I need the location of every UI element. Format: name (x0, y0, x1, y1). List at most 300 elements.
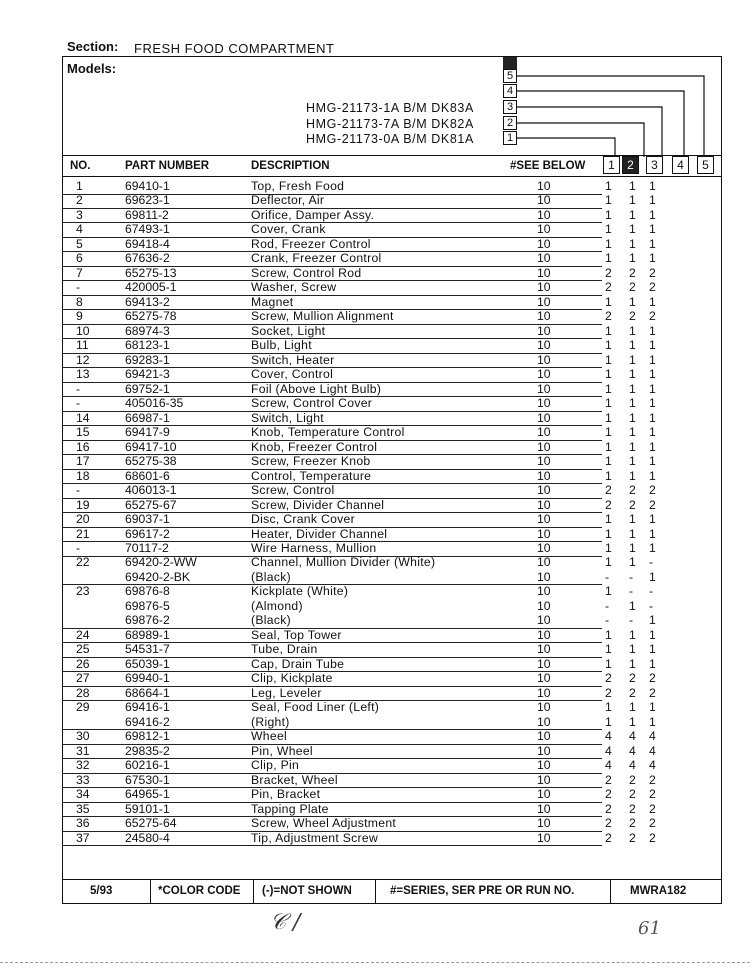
see-below: 10 (537, 541, 551, 555)
quantity-model-2: - (629, 584, 634, 599)
table-row (62, 440, 722, 455)
table-row (62, 396, 722, 411)
quantity-model-2: 1 (629, 526, 636, 541)
quantity-model-3: 2 (649, 772, 656, 787)
column-header-part-number: PART NUMBER (125, 160, 210, 172)
row-number: 7 (76, 265, 83, 280)
part-number: 65039-1 (125, 656, 170, 671)
quantity-model-1: 1 (605, 425, 612, 440)
row-number: 32 (76, 758, 90, 773)
see-below: 10 (537, 483, 551, 498)
see-below: 10 (537, 729, 551, 744)
row-number: 30 (76, 729, 90, 744)
see-below: 10 (537, 627, 551, 642)
table-row (62, 816, 722, 831)
part-number: 65275-13 (125, 265, 177, 280)
quantity-model-3: 1 (649, 396, 656, 411)
row-number: 24 (76, 627, 90, 642)
part-number: 54531-7 (125, 642, 170, 657)
quantity-model-2: 1 (629, 598, 636, 613)
quantity-model-1: 1 (605, 584, 612, 599)
row-number: 14 (76, 410, 90, 425)
table-row (62, 758, 722, 773)
see-below: 10 (537, 454, 551, 469)
quantity-model-3: - (649, 598, 654, 613)
row-number: 1 (76, 179, 83, 193)
model-box-5: 5 (503, 69, 517, 83)
table-row (62, 787, 722, 802)
quantity-model-3: 2 (649, 483, 656, 498)
table-row (62, 671, 722, 686)
scan-edge-line (0, 962, 750, 963)
quantity-model-1: 1 (605, 656, 612, 671)
quantity-model-3: 1 (649, 207, 656, 222)
footer-series-note: #=SERIES, SER PRE OR RUN NO. (390, 885, 575, 897)
handwritten-signature: 𝒞 ∕ (270, 910, 301, 935)
quantity-model-2: 2 (629, 309, 636, 324)
table-row (62, 193, 722, 208)
models-label: Models: (67, 61, 117, 76)
table-row (62, 613, 722, 628)
quantity-model-1: 1 (605, 642, 612, 657)
quantity-model-2: 2 (629, 685, 636, 700)
quantity-model-2: 1 (629, 555, 636, 570)
part-number: 69421-3 (125, 367, 170, 382)
row-number: 31 (76, 743, 90, 758)
part-number: 69420-2-WW (125, 555, 197, 570)
quantity-model-1: 1 (605, 512, 612, 527)
column-header-no: NO. (70, 160, 91, 172)
model-box-4: 4 (503, 84, 517, 98)
part-number: 420005-1 (125, 280, 177, 295)
row-number: 36 (76, 816, 90, 831)
quantity-model-2: 1 (629, 627, 636, 642)
row-number: 2 (76, 193, 83, 208)
quantity-model-1: 4 (605, 743, 612, 758)
quantity-model-1: 1 (605, 381, 612, 396)
column-header-description: DESCRIPTION (251, 160, 330, 172)
row-number: 19 (76, 497, 90, 512)
footer-divider (375, 880, 376, 903)
quantity-model-3: 4 (649, 743, 656, 758)
quantity-model-1: 2 (605, 309, 612, 324)
description: Seal, Food Liner (Left) (251, 700, 380, 715)
description: (Almond) (251, 598, 303, 613)
part-number: 69623-1 (125, 193, 170, 208)
quantity-model-2: 1 (629, 468, 636, 483)
see-below: 10 (537, 685, 551, 700)
quantity-model-2: 1 (629, 700, 636, 715)
quantity-model-2: 1 (629, 425, 636, 440)
see-below: 10 (537, 280, 551, 295)
part-number: 24580-4 (125, 830, 170, 845)
quantity-model-1: - (605, 613, 610, 628)
quantity-model-3: 1 (649, 193, 656, 208)
table-row (62, 773, 722, 788)
section-title: FRESH FOOD COMPARTMENT (134, 41, 335, 56)
quantity-model-1: 1 (605, 410, 612, 425)
row-number: - (76, 381, 81, 396)
part-number: 66987-1 (125, 410, 170, 425)
part-number: 69417-9 (125, 425, 170, 440)
quantity-model-2: 2 (629, 801, 636, 816)
row-number: 5 (76, 236, 83, 251)
quantity-model-3: 1 (649, 642, 656, 657)
quantity-model-3: 1 (649, 439, 656, 454)
quantity-model-1: 2 (605, 801, 612, 816)
quantity-model-1: 1 (605, 627, 612, 642)
part-number: 69413-2 (125, 294, 170, 309)
description: Top, Fresh Food (251, 179, 345, 193)
description: Bracket, Wheel (251, 772, 338, 787)
part-number: 69617-2 (125, 526, 170, 541)
description: Seal, Top Tower (251, 627, 342, 642)
quantity-model-2: 1 (629, 222, 636, 237)
quantity-model-3: 2 (649, 309, 656, 324)
table-row (62, 541, 722, 556)
quantity-model-1: 1 (605, 352, 612, 367)
table-row (62, 309, 722, 324)
quantity-model-1: 1 (605, 294, 612, 309)
quantity-model-2: 2 (629, 483, 636, 498)
part-number: 65275-78 (125, 309, 177, 324)
part-number: 60216-1 (125, 758, 170, 773)
see-below: 10 (537, 439, 551, 454)
description: Cap, Drain Tube (251, 656, 345, 671)
table-row (62, 584, 722, 599)
table-row (62, 527, 722, 542)
table-row (62, 555, 722, 570)
section-label: Section: (67, 39, 119, 54)
quantity-model-3: 1 (649, 323, 656, 338)
quantity-model-2: 1 (629, 439, 636, 454)
row-number: 4 (76, 222, 83, 237)
table-row (62, 266, 722, 281)
quantity-model-1: 1 (605, 714, 612, 729)
footer-bar (62, 879, 722, 904)
model-box-2: 2 (503, 116, 517, 130)
description: Pin, Bracket (251, 787, 321, 802)
quantity-model-2: - (629, 613, 634, 628)
quantity-model-3: 1 (649, 352, 656, 367)
row-number: 13 (76, 367, 90, 382)
quantity-model-3: 2 (649, 816, 656, 831)
see-below: 10 (537, 294, 551, 309)
footer-divider (253, 880, 254, 903)
quantity-model-1: 2 (605, 483, 612, 498)
description: Crank, Freezer Control (251, 251, 382, 266)
quantity-model-1: 1 (605, 179, 612, 193)
part-number: 59101-1 (125, 801, 170, 816)
see-below: 10 (537, 772, 551, 787)
quantity-model-2: 2 (629, 497, 636, 512)
part-number: 69417-10 (125, 439, 177, 454)
quantity-model-2: 1 (629, 410, 636, 425)
description: Wire Harness, Mullion (251, 541, 377, 555)
part-number: 68664-1 (125, 685, 170, 700)
quantity-model-1: 2 (605, 787, 612, 802)
quantity-model-3: 2 (649, 787, 656, 802)
row-number: 3 (76, 207, 83, 222)
quantity-model-2: 4 (629, 758, 636, 773)
row-number: - (76, 483, 81, 498)
quantity-model-3: 1 (649, 468, 656, 483)
row-number: 23 (76, 584, 90, 599)
quantity-model-1: - (605, 569, 610, 584)
description: Disc, Crank Cover (251, 512, 355, 527)
quantity-model-1: 2 (605, 830, 612, 845)
table-row (62, 802, 722, 817)
table-row (62, 338, 722, 353)
part-number: 68123-1 (125, 338, 170, 353)
table-row (62, 657, 722, 672)
row-number: 10 (76, 323, 90, 338)
table-row (62, 324, 722, 339)
quantity-model-3: 1 (649, 454, 656, 469)
see-below: 10 (537, 410, 551, 425)
description: (Black) (251, 569, 292, 584)
quantity-model-3: 4 (649, 729, 656, 744)
quantity-model-1: 1 (605, 222, 612, 237)
quantity-model-3: 1 (649, 613, 656, 628)
part-number: 69811-2 (125, 207, 169, 222)
description: Tapping Plate (251, 801, 329, 816)
quantity-model-2: 1 (629, 541, 636, 555)
description: Orifice, Damper Assy. (251, 207, 375, 222)
see-below: 10 (537, 425, 551, 440)
quantity-model-3: 1 (649, 251, 656, 266)
quantity-model-2: 2 (629, 787, 636, 802)
see-below: 10 (537, 801, 551, 816)
quantity-model-1: 1 (605, 555, 612, 570)
row-number: 29 (76, 700, 90, 715)
description: Switch, Heater (251, 352, 335, 367)
part-number: 69752-1 (125, 381, 170, 396)
quantity-model-3: 1 (649, 526, 656, 541)
column-box-3: 3 (646, 156, 663, 174)
table-row (62, 715, 722, 730)
quantity-model-1: 1 (605, 207, 612, 222)
table-row (62, 208, 722, 223)
quantity-model-2: 4 (629, 729, 636, 744)
footer-not-shown: (-)=NOT SHOWN (262, 885, 352, 897)
quantity-model-1: 1 (605, 541, 612, 555)
row-underline (62, 845, 602, 846)
table-row (62, 483, 722, 498)
quantity-model-1: 2 (605, 772, 612, 787)
quantity-model-2: 1 (629, 236, 636, 251)
table-row (62, 280, 722, 295)
row-number: 22 (76, 555, 90, 570)
part-number: 64965-1 (125, 787, 170, 802)
quantity-model-1: 1 (605, 396, 612, 411)
description: Screw, Control (251, 483, 335, 498)
table-row (62, 237, 722, 252)
row-number: 27 (76, 671, 90, 686)
see-below: 10 (537, 656, 551, 671)
row-number: 17 (76, 454, 90, 469)
part-number: 65275-67 (125, 497, 177, 512)
footer-divider (150, 880, 151, 903)
see-below: 10 (537, 193, 551, 208)
row-number: 8 (76, 294, 83, 309)
description: Screw, Divider Channel (251, 497, 385, 512)
description: Screw, Wheel Adjustment (251, 816, 397, 831)
table-row (62, 744, 722, 759)
quantity-model-2: 2 (629, 265, 636, 280)
model-box-1: 1 (503, 131, 517, 145)
part-number: 69416-2 (125, 714, 170, 729)
quantity-model-2: 1 (629, 352, 636, 367)
quantity-model-3: 2 (649, 265, 656, 280)
model-name-1: HMG-21173-0A B/M DK81A (306, 132, 474, 146)
quantity-model-2: 1 (629, 367, 636, 382)
table-row (62, 367, 722, 382)
part-number: 69420-2-BK (125, 569, 191, 584)
table-row (62, 831, 722, 846)
description: Knob, Freezer Control (251, 439, 378, 454)
column-box-5: 5 (697, 156, 714, 174)
row-number: 9 (76, 309, 83, 324)
description: Screw, Control Cover (251, 396, 373, 411)
see-below: 10 (537, 555, 551, 570)
description: Magnet (251, 294, 294, 309)
quantity-model-1: 1 (605, 439, 612, 454)
description: Pin, Wheel (251, 743, 313, 758)
description: Tube, Drain (251, 642, 318, 657)
quantity-model-1: 1 (605, 236, 612, 251)
part-number: 67493-1 (125, 222, 170, 237)
part-number: 405016-35 (125, 396, 184, 411)
quantity-model-2: - (629, 569, 634, 584)
part-number: 69876-5 (125, 598, 170, 613)
column-header-see-below: #SEE BELOW (510, 160, 586, 172)
table-row (62, 454, 722, 469)
quantity-model-1: - (605, 598, 610, 613)
description: Knob, Temperature Control (251, 425, 405, 440)
part-number: 67530-1 (125, 772, 170, 787)
row-number: 16 (76, 439, 90, 454)
row-number: - (76, 396, 81, 411)
table-row (62, 382, 722, 397)
part-number: 65275-38 (125, 454, 177, 469)
description: Channel, Mullion Divider (White) (251, 555, 436, 570)
quantity-model-3: 1 (649, 236, 656, 251)
description: Deflector, Air (251, 193, 325, 208)
description: Clip, Pin (251, 758, 300, 773)
table-row (62, 599, 722, 614)
table-row (62, 729, 722, 744)
footer-color-code: *COLOR CODE (158, 885, 241, 897)
see-below: 10 (537, 830, 551, 845)
part-number: 69410-1 (125, 179, 170, 193)
quantity-model-1: 2 (605, 671, 612, 686)
quantity-model-2: 1 (629, 656, 636, 671)
quantity-model-3: 1 (649, 179, 656, 193)
quantity-model-1: 1 (605, 338, 612, 353)
quantity-model-2: 2 (629, 830, 636, 845)
part-number: 68989-1 (125, 627, 170, 642)
see-below: 10 (537, 758, 551, 773)
see-below: 10 (537, 613, 551, 628)
quantity-model-3: 1 (649, 294, 656, 309)
see-below: 10 (537, 743, 551, 758)
footer-doc-code: MWRA182 (630, 885, 687, 897)
see-below: 10 (537, 512, 551, 527)
description: Heater, Divider Channel (251, 526, 388, 541)
column-box-2: 2 (622, 156, 639, 174)
quantity-model-3: 2 (649, 671, 656, 686)
part-number: 69037-1 (125, 512, 170, 527)
description: (Black) (251, 613, 292, 628)
row-number: - (76, 541, 81, 555)
description: Cover, Crank (251, 222, 326, 237)
see-below: 10 (537, 179, 551, 193)
quantity-model-3: 1 (649, 541, 656, 555)
part-number: 29835-2 (125, 743, 170, 758)
quantity-model-2: 1 (629, 294, 636, 309)
quantity-model-3: 1 (649, 338, 656, 353)
table-row (62, 222, 722, 237)
column-box-4: 4 (672, 156, 689, 174)
quantity-model-2: 2 (629, 816, 636, 831)
description: Screw, Freezer Knob (251, 454, 371, 469)
see-below: 10 (537, 309, 551, 324)
see-below: 10 (537, 714, 551, 729)
table-row (62, 425, 722, 440)
quantity-model-1: 1 (605, 323, 612, 338)
part-number: 70117-2 (125, 541, 169, 555)
quantity-model-3: 1 (649, 512, 656, 527)
description: Cover, Control (251, 367, 334, 382)
quantity-model-2: 2 (629, 772, 636, 787)
row-number: 33 (76, 772, 90, 787)
quantity-model-2: 1 (629, 323, 636, 338)
quantity-model-3: 4 (649, 758, 656, 773)
quantity-model-2: 1 (629, 179, 636, 193)
quantity-model-1: 2 (605, 280, 612, 295)
table-row (62, 570, 722, 585)
quantity-model-3: 1 (649, 425, 656, 440)
description: Washer, Screw (251, 280, 337, 295)
quantity-model-1: 4 (605, 729, 612, 744)
see-below: 10 (537, 207, 551, 222)
see-below: 10 (537, 236, 551, 251)
quantity-model-3: 2 (649, 280, 656, 295)
description: Wheel (251, 729, 288, 744)
see-below: 10 (537, 569, 551, 584)
row-number: 15 (76, 425, 90, 440)
table-row (62, 512, 722, 527)
model-name-3: HMG-21173-1A B/M DK83A (306, 101, 474, 115)
quantity-model-3: 1 (649, 569, 656, 584)
row-number: 35 (76, 801, 90, 816)
description: (Right) (251, 714, 290, 729)
quantity-model-2: 1 (629, 396, 636, 411)
row-number: 20 (76, 512, 90, 527)
quantity-model-3: 1 (649, 656, 656, 671)
description: Foil (Above Light Bulb) (251, 381, 382, 396)
quantity-model-3: 2 (649, 685, 656, 700)
see-below: 10 (537, 381, 551, 396)
quantity-model-1: 1 (605, 468, 612, 483)
quantity-model-2: 1 (629, 714, 636, 729)
quantity-model-3: - (649, 584, 654, 599)
description: Leg, Leveler (251, 685, 322, 700)
table-row (62, 251, 722, 266)
row-number: 28 (76, 685, 90, 700)
model-box-3: 3 (503, 100, 517, 114)
